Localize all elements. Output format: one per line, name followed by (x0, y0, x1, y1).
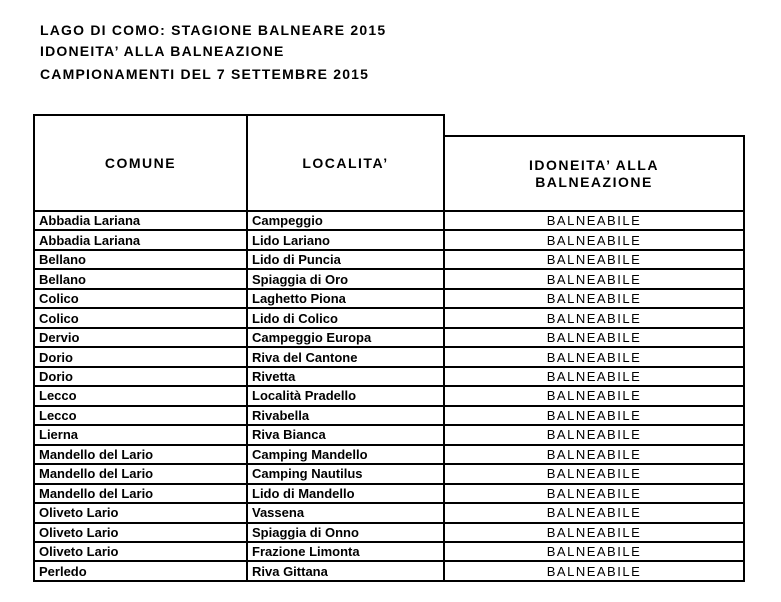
comune-cell: Colico (35, 290, 248, 307)
table-row (35, 249, 743, 268)
comune-cell: Lecco (35, 407, 248, 424)
table-row (35, 288, 743, 307)
idoneita-cell: BALNEABILE (546, 232, 642, 248)
title-line-suitability: IDONEITA’ ALLA BALNEAZIONE (40, 43, 285, 59)
comune-cell: Dorio (35, 368, 248, 385)
idoneita-cell: BALNEABILE (546, 466, 642, 482)
localita-cell: Frazione Limonta (248, 543, 445, 560)
column-header-idoneita-label: IDONEITA’ ALLA BALNEAZIONE (529, 156, 659, 190)
table-row (35, 366, 743, 385)
comune-cell: Abbadia Lariana (35, 212, 248, 229)
comune-cell: Dervio (35, 329, 248, 346)
idoneita-cell: BALNEABILE (546, 271, 642, 287)
comune-cell: Oliveto Lario (35, 504, 248, 521)
title-line-sampling-date: CAMPIONAMENTI DEL 7 SETTEMBRE 2015 (40, 66, 370, 82)
localita-cell: Spiaggia di Oro (248, 270, 445, 287)
table-row (35, 212, 743, 229)
table-header-left-box (33, 114, 445, 210)
comune-cell: Abbadia Lariana (35, 231, 248, 248)
document-title-block (40, 20, 386, 85)
table-row (35, 405, 743, 424)
comune-cell: Bellano (35, 270, 248, 287)
idoneita-cell: BALNEABILE (546, 524, 642, 540)
table-row (35, 307, 743, 326)
idoneita-cell: BALNEABILE (546, 213, 642, 229)
comune-cell: Bellano (35, 251, 248, 268)
localita-cell: Vassena (248, 504, 445, 521)
localita-cell: Camping Mandello (248, 446, 445, 463)
idoneita-cell: BALNEABILE (546, 485, 642, 501)
table-row (35, 560, 743, 579)
comune-cell: Mandello del Lario (35, 485, 248, 502)
localita-cell: Riva del Cantone (248, 348, 445, 365)
comune-cell: Dorio (35, 348, 248, 365)
comune-cell: Oliveto Lario (35, 524, 248, 541)
idoneita-cell: BALNEABILE (546, 368, 642, 384)
table-row (35, 424, 743, 443)
idoneita-cell: BALNEABILE (546, 544, 642, 560)
localita-cell: Campeggio Europa (248, 329, 445, 346)
comune-cell: Perledo (35, 562, 248, 579)
table-row (35, 522, 743, 541)
localita-cell: Camping Nautilus (248, 465, 445, 482)
idoneita-cell: BALNEABILE (546, 407, 642, 423)
idoneita-cell: BALNEABILE (546, 505, 642, 521)
column-header-idoneita (443, 135, 745, 210)
idoneita-cell: BALNEABILE (546, 252, 642, 268)
comune-cell: Lierna (35, 426, 248, 443)
table-row (35, 268, 743, 287)
comune-cell: Mandello del Lario (35, 465, 248, 482)
title-line-season: LAGO DI COMO: STAGIONE BALNEARE 2015 (40, 22, 387, 38)
localita-cell: Riva Gittana (248, 562, 445, 579)
comune-cell: Oliveto Lario (35, 543, 248, 560)
idoneita-cell: BALNEABILE (546, 446, 642, 462)
localita-cell: Spiaggia di Onno (248, 524, 445, 541)
localita-cell: Riva Bianca (248, 426, 445, 443)
localita-cell: Lido di Puncia (248, 251, 445, 268)
table-row (35, 327, 743, 346)
idoneita-cell: BALNEABILE (546, 291, 642, 307)
localita-cell: Rivabella (248, 407, 445, 424)
idoneita-cell: BALNEABILE (546, 563, 642, 579)
idoneita-cell: BALNEABILE (546, 427, 642, 443)
localita-cell: Località Pradello (248, 387, 445, 404)
table-body (33, 210, 745, 582)
idoneita-cell: BALNEABILE (546, 330, 642, 346)
table-row (35, 541, 743, 560)
comune-cell: Colico (35, 309, 248, 326)
comune-cell: Mandello del Lario (35, 446, 248, 463)
column-header-localita: LOCALITA’ (302, 155, 389, 171)
localita-cell: Rivetta (248, 368, 445, 385)
table-row (35, 229, 743, 248)
localita-cell: Lido Lariano (248, 231, 445, 248)
idoneita-cell: BALNEABILE (546, 388, 642, 404)
table-row (35, 502, 743, 521)
idoneita-cell: BALNEABILE (546, 310, 642, 326)
localita-cell: Laghetto Piona (248, 290, 445, 307)
idoneita-cell: BALNEABILE (546, 349, 642, 365)
localita-cell: Lido di Mandello (248, 485, 445, 502)
table-row (35, 346, 743, 365)
localita-cell: Campeggio (248, 212, 445, 229)
column-header-comune: COMUNE (35, 116, 248, 210)
table-row (35, 385, 743, 404)
table-row (35, 444, 743, 463)
comune-cell: Lecco (35, 387, 248, 404)
table-row (35, 483, 743, 502)
localita-cell: Lido di Colico (248, 309, 445, 326)
table-row (35, 463, 743, 482)
